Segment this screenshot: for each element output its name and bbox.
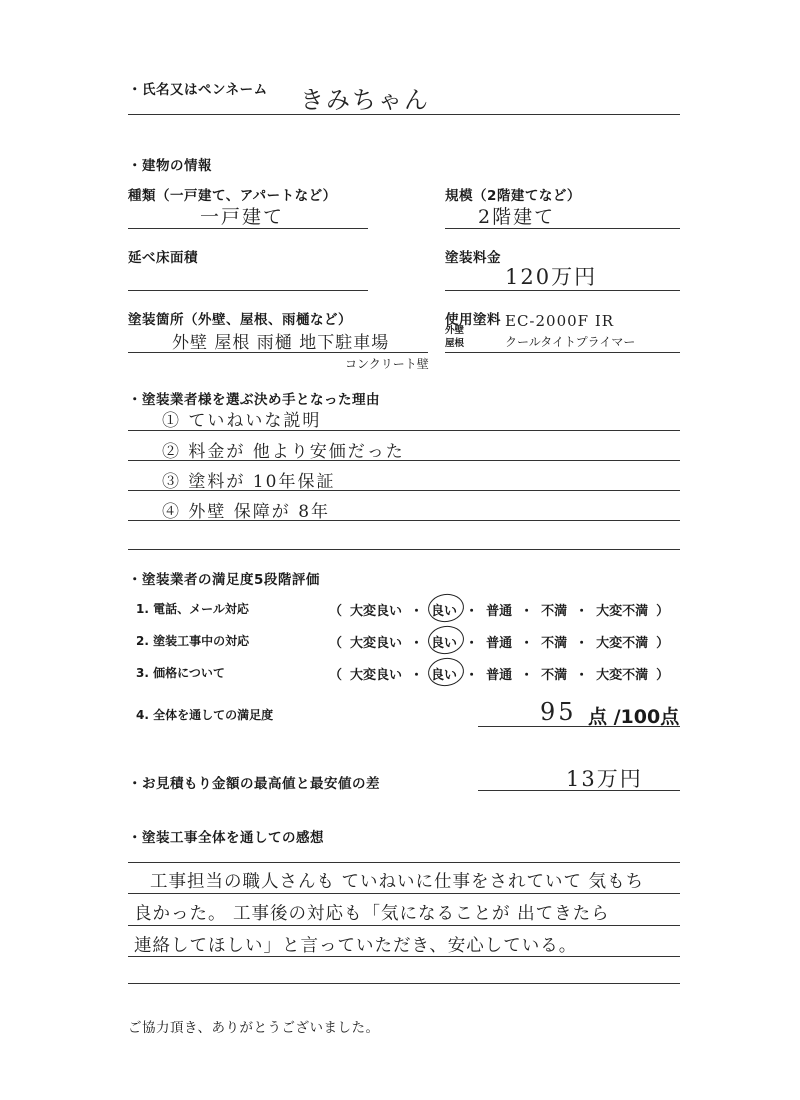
location-value-line1: 外壁 屋根 雨樋 地下駐車場 [172,333,390,353]
rating-row-1-options [325,600,673,619]
close-paren: ） [656,636,670,651]
open-paren: （ [329,668,343,683]
close-paren: ） [656,668,670,683]
rating-row-2-selection-circle [426,624,466,657]
option-very-good: 大変良い [350,668,403,683]
impression-underline-3 [128,956,680,957]
location-underline [128,352,428,353]
separator: ・ [465,668,479,683]
separator: ・ [575,604,589,619]
name-label: ・氏名又はペンネーム [128,82,268,98]
option-bad: 不満 [541,604,568,619]
location-label: 塗装箇所（外壁、屋根、雨樋など） [128,312,352,328]
thanks-message: ご協力頂き、ありがとうございました。 [128,1020,380,1036]
satisfaction-heading: ・塗装業者の満足度5段階評価 [128,572,320,588]
impression-underline-1 [128,893,680,894]
impression-line-2: 良かった。 工事後の対応も「気になることが 出てきたら [134,904,610,924]
close-paren: ） [656,604,670,619]
option-very-bad: 大変不満 [596,636,649,651]
option-good: 良い [431,668,458,683]
paint-label: 使用塗料 [445,312,501,328]
reason-item-4: ④ 外壁 保障が 8年 [162,502,331,522]
building-scale-label: 規模（2階建てなど） [445,188,581,204]
paint-roof-label: 屋根 [445,338,465,349]
rating-row-1-label: 1. 電話、メール対応 [136,602,249,616]
overall-underline [478,726,680,727]
separator: ・ [520,668,534,683]
option-bad: 不満 [541,636,568,651]
rating-row-3-options [325,664,673,683]
separator: ・ [520,636,534,651]
separator: ・ [575,668,589,683]
impression-line-3: 連絡してほしい」と言っていただき、安心している。 [134,936,578,956]
reason-underline-3 [128,490,680,491]
building-heading: ・建物の情報 [128,158,212,174]
impressions-heading: ・塗装工事全体を通しての感想 [128,830,324,846]
open-paren: （ [329,604,343,619]
option-very-bad: 大変不満 [596,668,649,683]
paint-wall-label: 外壁 [445,325,465,336]
overall-score-value: 95 [540,698,577,726]
option-neutral: 普通 [486,668,513,683]
floor-area-label: 延べ床面積 [128,250,198,266]
name-value: きみちゃん [300,86,430,114]
estimate-label: ・お見積もり金額の最高値と最安値の差 [128,776,380,792]
impression-underline-2 [128,925,680,926]
option-good: 良い [431,604,458,619]
separator: ・ [410,604,424,619]
rating-row-3-label: 3. 価格について [136,666,225,680]
overall-label: 4. 全体を通しての満足度 [136,708,274,722]
option-very-good: 大変良い [350,604,403,619]
option-bad: 不満 [541,668,568,683]
option-neutral: 普通 [486,636,513,651]
option-good: 良い [431,636,458,651]
option-neutral: 普通 [486,604,513,619]
price-underline [445,290,680,291]
open-paren: （ [329,636,343,651]
name-underline [128,114,680,115]
reason-underline-4 [128,520,680,521]
building-scale-underline [445,228,680,229]
impression-underline-4 [128,983,680,984]
separator: ・ [410,668,424,683]
rating-row-3-selection-circle [426,656,466,689]
reasons-heading: ・塗装業者様を選ぶ決め手となった理由 [128,392,380,408]
rating-row-2-options [325,632,673,651]
separator: ・ [465,636,479,651]
reason-item-1: ① ていねいな説明 [162,411,322,431]
building-type-underline [128,228,368,229]
rating-row-1-selection-circle [426,592,466,625]
paint-underline [445,352,680,353]
paint-roof-value: クールタイトプライマー [505,335,636,349]
separator: ・ [520,604,534,619]
reason-item-2: ② 料金が 他より安価だった [162,442,405,462]
location-value-line2: コンクリート壁 [345,357,429,371]
estimate-value: 13万円 [566,767,643,791]
option-very-bad: 大変不満 [596,604,649,619]
reason-underline-2 [128,460,680,461]
separator: ・ [575,636,589,651]
building-scale-value: 2階建て [478,206,556,228]
rating-row-2-label: 2. 塗装工事中の対応 [136,634,250,648]
impression-topline [128,862,680,863]
separator: ・ [410,636,424,651]
building-type-label: 種類（一戸建て、アパートなど） [128,188,337,204]
impression-line-1: 工事担当の職人さんも ていねいに仕事をされていて 気もち [150,872,645,892]
reason-underline-5 [128,549,680,550]
separator: ・ [465,604,479,619]
price-label: 塗装料金 [445,250,501,266]
reason-item-3: ③ 塗料が 10年保証 [162,472,336,492]
paint-wall-value: EC-2000F IR [505,312,615,330]
building-type-value: 一戸建て [200,206,285,228]
reason-underline-1 [128,430,680,431]
overall-score-unit: 点 /100点 [588,706,680,728]
price-value: 120万円 [505,265,598,289]
estimate-underline [478,790,680,791]
option-very-good: 大変良い [350,636,403,651]
floor-area-underline [128,290,368,291]
